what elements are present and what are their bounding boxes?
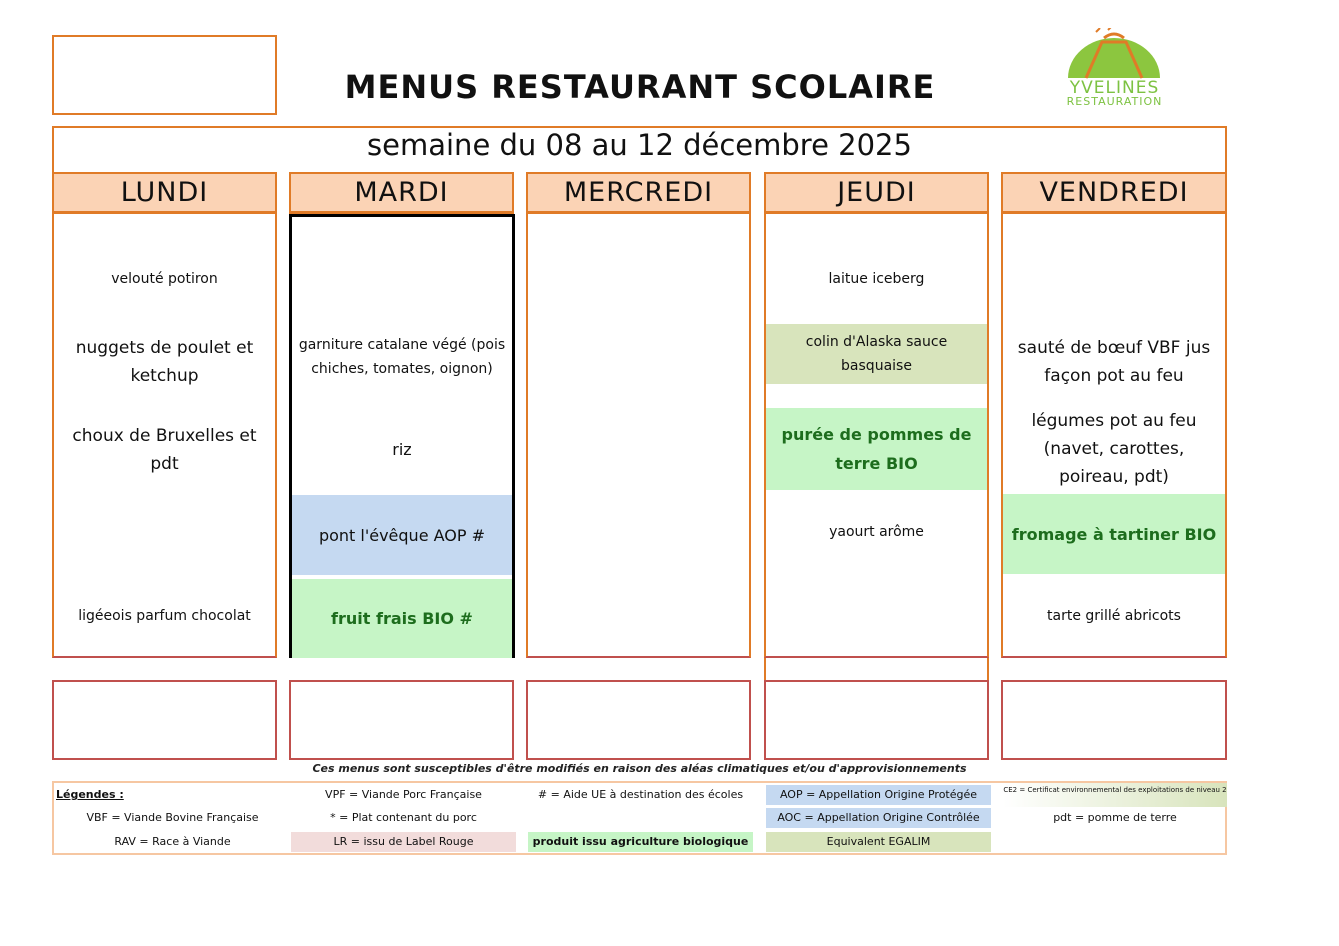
connector-line [764, 658, 766, 680]
bottom-cell [1001, 680, 1227, 760]
legend-aop: AOP = Appellation Origine Protégée [766, 785, 991, 805]
day-header-vendredi: VENDREDI [1001, 172, 1227, 214]
menu-item-laitage: fromage à tartiner BIO [1003, 494, 1225, 574]
legend-pdt: pdt = pomme de terre [1053, 811, 1177, 824]
legend-rav: RAV = Race à Viande [114, 835, 231, 848]
legend-star: * = Plat contenant du porc [330, 811, 477, 824]
menu-item-entree: laitue iceberg [828, 271, 925, 287]
menu-item-plat: sauté de bœuf VBF jus façon pot au feu [1017, 338, 1211, 386]
day-header-lundi: LUNDI [52, 172, 277, 214]
day-header-mercredi: MERCREDI [526, 172, 751, 214]
legend-aoc: AOC = Appellation Origine Contrôlée [766, 808, 991, 828]
menu-item-plat: colin d'Alaska sauce basquaise [766, 324, 987, 384]
legend-title: Légendes : [56, 788, 124, 801]
menu-item-accompagnement: riz [392, 439, 412, 459]
menu-item-laitage: yaourt arôme [829, 524, 924, 540]
menu-item-accompagnement: purée de pommes de terre BIO [766, 408, 987, 490]
menu-item-plat: nuggets de poulet et ketchup [75, 338, 254, 386]
logo-subtext: RESTAURATION [1066, 95, 1163, 108]
day-column-vendredi [1001, 214, 1227, 658]
bottom-cell [52, 680, 277, 760]
menu-item-entree: velouté potiron [111, 271, 218, 287]
page-title: MENUS RESTAURANT SCOLAIRE [344, 68, 936, 106]
disclaimer: Ces menus sont susceptibles d'être modifiés en raison des aléas climatiques et/ou d'approvisionnements [312, 762, 967, 775]
day-column-jeudi [764, 214, 989, 658]
day-column-mardi [289, 214, 515, 658]
menu-item-plat: garniture catalane végé (pois chiches, tomates, oignon) [298, 337, 506, 377]
week-title: semaine du 08 au 12 décembre 2025 [367, 128, 912, 162]
menu-item-accompagnement: choux de Bruxelles et pdt [72, 426, 257, 474]
legend-vbf: VBF = Viande Bovine Française [86, 811, 259, 824]
legend-ce2: CE2 = Certificat environnemental des exploitations de niveau 2 [1003, 783, 1227, 807]
menu-item-dessert: ligéeois parfum chocolat [78, 608, 251, 624]
day-header-jeudi: JEUDI [764, 172, 989, 214]
legend [52, 781, 1227, 855]
legend-egalim: Equivalent EGALIM [766, 832, 991, 852]
legend-lr: LR = issu de Label Rouge [291, 832, 516, 852]
day-header-mardi: MARDI [289, 172, 514, 214]
header-blank-box [52, 35, 277, 115]
menu-item-laitage: pont l'évêque AOP # [292, 495, 512, 575]
day-column-mercredi [526, 214, 751, 658]
legend-vpf: VPF = Viande Porc Française [325, 788, 482, 801]
logo-text: YVELINES [1069, 78, 1160, 98]
menu-item-dessert: fruit frais BIO # [292, 579, 512, 658]
bottom-cell [289, 680, 514, 760]
menu-item-dessert: tarte grillé abricots [1047, 608, 1181, 624]
menu-item-accompagnement: légumes pot au feu (navet, carottes, poireau, pdt) [1031, 411, 1197, 487]
day-column-lundi [52, 214, 277, 658]
bottom-cell [526, 680, 751, 760]
bottom-cell [764, 680, 989, 760]
connector-line [987, 658, 989, 680]
legend-hash: # = Aide UE à destination des écoles [537, 788, 744, 801]
legend-bio: produit issu agriculture biologique [528, 832, 753, 852]
